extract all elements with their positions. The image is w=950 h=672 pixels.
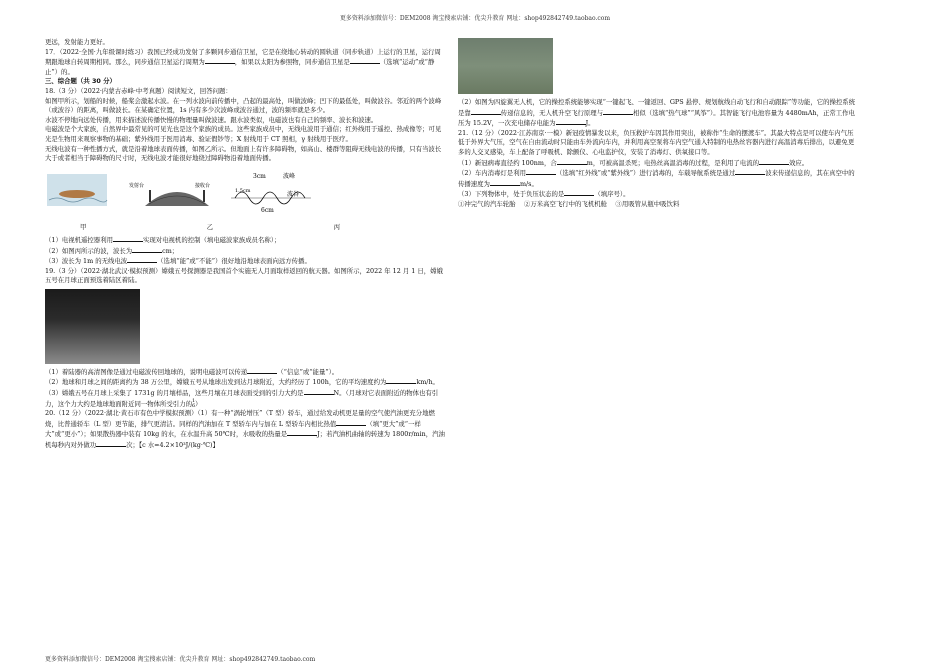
caption-jia: 甲 — [80, 223, 87, 232]
label-1-5cm: 1.5cm — [235, 187, 251, 194]
question-21-options: ①冲完气的汽车轮胎 ②万米高空飞行中的飞机机舱 ③用吸管从瓶中吸饮料 — [458, 199, 680, 208]
question-19-2: （2）地球和月球之间的距离约为 38 万公里，嫦娥五号从地球出发到达月球附近，大约经历了 100h，它的平均速度约为 km/h。 — [45, 378, 439, 387]
question-19-1: （1）着陆器的高清图像是通过电磁波传回地球的，说明电磁波可以传递 （“信息”或“能量”）。 — [45, 367, 339, 376]
answer-blank[interactable] — [735, 168, 765, 175]
question-18-paragraph: 水波不停地向远处传播，用来描述波传播快慢的物理量叫做波速。跟水波类似，电磁波也有自己的频率、波长和波速。 — [45, 115, 378, 124]
fraction-one-sixth: 1 6 — [191, 397, 196, 409]
question-18-2: （2）如图丙所示的波，波长为 cm； — [45, 246, 179, 255]
earth-arc-image — [145, 192, 209, 206]
question-20: 20.（12 分）（2022·湖北·黄石市有色中学模拟预测）（1）有一种“涡轮增压”（T 型）轿车，通过给发动机更足量的空气使汽油更充分地燃烧，比普通轿车（L 型）更节能，排气更清洁。同样的汽油加在 T 型轿车内与加在 L 型轿车内相比热值 （填“更大”或“一样大”或“更小”）；如果散热器中装有 10kg 的水，在水温升高 50℃时，水吸收的热量是 J；若汽油机曲轴的转速为 1800r/min，汽油机每秒内对外做功 次；【c 水=4.2×10³J/(kg·℃)】 — [45, 409, 445, 450]
question-21-3: （3）下列物体中，处于负压状态的是 （填序号）。 — [458, 190, 630, 199]
page-header: 更多资料添加微信号：DEM2008 淘宝搜索店铺：优尖升教育 网址：shop492842749.taobao.com — [339, 15, 611, 22]
answer-blank[interactable] — [247, 367, 277, 374]
quadcopter-drone-photo — [458, 38, 553, 94]
label-6cm: 6cm — [261, 206, 274, 214]
left-column — [45, 38, 445, 451]
question-21-1: （1）新冠病毒直径约 100nm，合 m，可被高温杀死；电热丝高温消毒的过程，是利用了电流的 效应。 — [458, 158, 809, 167]
question-19: 19.（3 分）（2022·湖北武汉·模拟预测）嫦娥五号探测器是我国首个实施无人月面取样返回的航天器。如图所示，2022 年 12 月 1 日，嫦娥五号在月球正面预选着陆区着陆。 — [45, 266, 443, 285]
answer-blank[interactable] — [759, 158, 789, 165]
label-trough: 波谷 — [287, 190, 300, 198]
question-19-3: （3）嫦娥五号在月球上采集了 1731g 的月壤样品，这些月壤在月球表面受到的引力大约是 N。（月球对它表面附近的物体也有引力，这个力大约是地球地面附近同一物体所受引力的1 6） — [45, 389, 439, 409]
answer-blank[interactable] — [96, 440, 126, 447]
answer-blank[interactable] — [132, 246, 162, 253]
right-column — [458, 38, 858, 210]
label-crest: 波峰 — [283, 172, 296, 180]
question-18-title: 18.（3 分）（2022·内蒙古赤峰·中考真题）阅读短文，回答问题： — [45, 86, 232, 95]
continued-text: 更远，发射能力更好。 — [45, 38, 109, 46]
question-18-1: （1）电视机遥控器利用 实现对电视机的控制（填电磁波家族成员名称）； — [45, 235, 281, 244]
answer-blank[interactable] — [205, 57, 235, 64]
figure-captions — [45, 223, 340, 233]
transmitter-label: 发射台 — [129, 182, 145, 189]
answer-blank[interactable] — [287, 429, 317, 436]
receiver-label: 接收台 — [195, 182, 211, 189]
answer-blank[interactable] — [336, 419, 366, 426]
lunar-lander-photo — [45, 289, 140, 364]
answer-blank[interactable] — [556, 118, 586, 125]
answer-blank[interactable] — [113, 235, 143, 242]
answer-blank[interactable] — [490, 179, 520, 186]
answer-blank[interactable] — [603, 108, 633, 115]
answer-blank[interactable] — [386, 377, 416, 384]
receiver-tower — [203, 190, 205, 202]
transmitter-tower — [149, 190, 151, 202]
label-3cm: 3cm — [253, 172, 266, 180]
wave-figures — [45, 168, 345, 218]
question-21: 21.（12 分）（2022·江苏南京·一模）新冠疫情暴发以来，负压救护车因其作用突出，被称作“生命的摆渡车”。其最大特点是可以使车内气压低于外界大气压，空气在自由流动时只能由车外流向车内，并利用高空泵将车内空气通入特制的电热丝容器内进行高温消毒后排出，以避免更多的人交叉感染，车上配备了呼吸机、除颤仪、心电监护仪，安装了消毒灯、供氧接口等。 — [458, 128, 855, 156]
answer-blank[interactable] — [471, 108, 501, 115]
question-18-paragraph: 无线电波有一种性播方式，就是沿着地球表面传播，如图乙所示。但地面上有许多障碍物，如高山、楼群等阻碍无线电波的传播，只有当波长大于或者相当于障碍物的尺寸时，无线电波才能很好地绕过障碍物沿着地面传播。 — [45, 144, 442, 163]
question-20-2: （2）如图为四旋翼无人机，它的操控系统能够实现“一键起飞、一键返回、GPS 悬停、规划航线自动飞行和自动跟踪”等功能，它的操控系统是靠 传递信息的，无人机升空飞行原理与 相似（选填“热气球”“风筝”）。其智能飞行电池容量为 4480mAh，正常工作电压为 15.2V，一次充电储存电能为 J。 — [458, 98, 856, 128]
question-17: 17．（2022·全国·九年级课时练习）我国已经成功发射了多颗同步通信卫星，它是在绕地心转动的圆轨道（同步轨道）上运行的卫星，运行周期跟地球自转周期相同。那么，同步通信卫星运行周期为 ，如果以太阳为参照物，同步通信卫星是 （选填“运动”或“静止”）的。 — [45, 47, 441, 76]
answer-blank[interactable] — [127, 256, 157, 263]
answer-blank[interactable] — [526, 168, 556, 175]
answer-blank[interactable] — [304, 388, 334, 395]
answer-blank[interactable] — [557, 158, 587, 165]
answer-blank[interactable] — [564, 189, 594, 196]
page-footer: 更多资料添加微信号：DEM2008 淘宝搜索店铺：优尖升教育 网址：shop492842749.taobao.com — [45, 656, 316, 663]
caption-bing: 丙 — [333, 223, 340, 232]
question-21-2: （2）车内消毒灯是利用 （选填“红外线”或“紫外线”）进行消毒的，车载导航系统是通过 波来传递信息的，其在真空中的传播速度为 m/s。 — [458, 169, 855, 188]
caption-yi: 乙 — [206, 223, 214, 232]
section-heading: 三、综合题（共 30 分） — [45, 77, 116, 86]
answer-blank[interactable] — [350, 57, 380, 64]
question-18-paragraph: 如图甲所示，划船的时候，船桨会激起水波。在一列水波向前传播中，凸起的最高处，叫做波峰；凹下的最低处，叫做波谷。邻近的两个波峰（或波谷）的距离，叫做波长。在某确定位置，1s 内有多少次波峰或波谷通过，波的频率就是多少。 — [45, 96, 442, 115]
question-18-3: （3）波长为 1m 的无线电波 （选填“能”或“不能”）很好地沿地球表面向远方传播。 — [45, 257, 311, 266]
question-18-paragraph: 电磁波是个大家族，自然界中最常见的可见光也是这个家族的成员。这些家族成员中，无线电波用于通信；红外线用于遥控、热成像等；可见光是生物用来观察事物的基础；紫外线用于医用消毒、验证假钞等；X 射线用于 CT 照相，γ 射线用于医疗。 — [45, 125, 442, 143]
